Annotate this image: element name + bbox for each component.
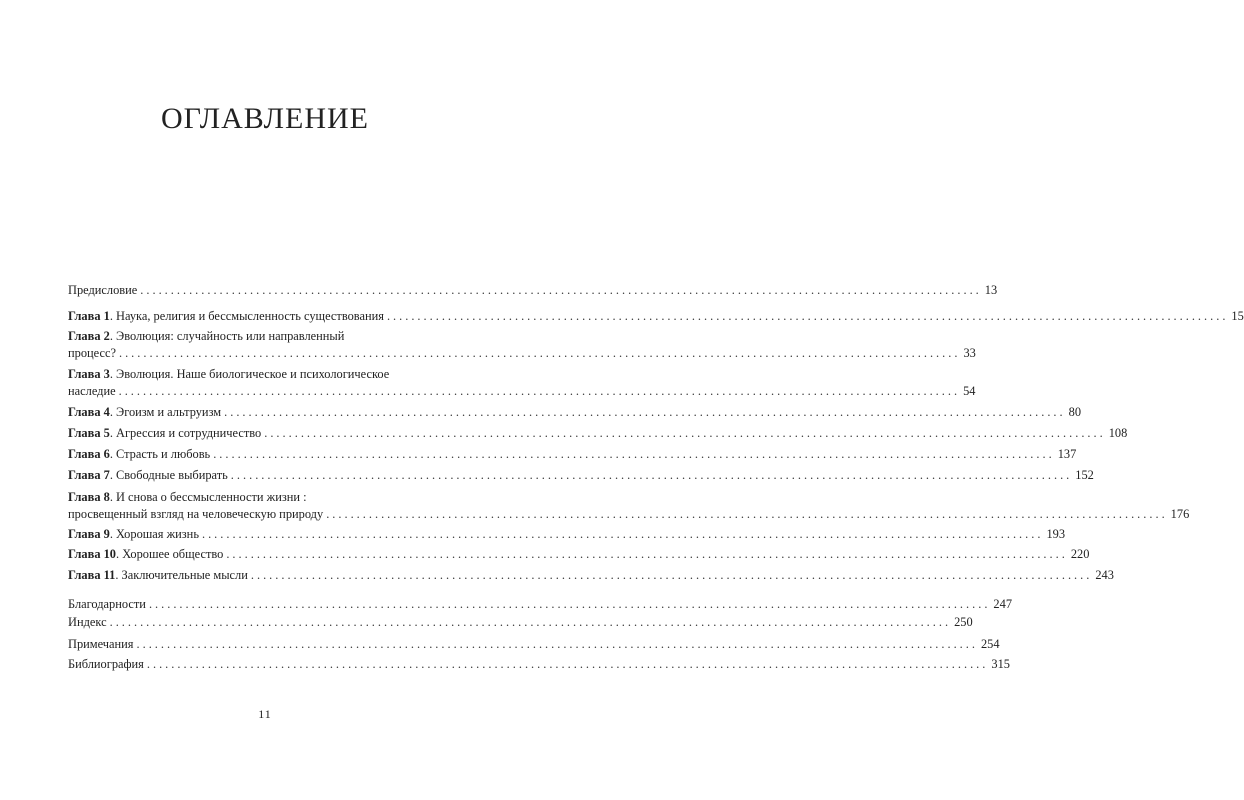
toc-entry-chapter-3	[68, 366, 976, 400]
dot-leader: ..........................................................................................................................................	[109, 615, 952, 629]
page-number: 254	[980, 637, 1000, 651]
toc-entry-chapter-5	[68, 425, 1128, 442]
dot-leader: ..........................................................................................................................................	[230, 468, 1073, 482]
entry-title-line-1: . И снова о бессмысленности жизни :	[109, 490, 307, 504]
dot-leader: ..........................................................................................................................................	[136, 637, 978, 651]
toc-entry-chapter-2	[68, 328, 976, 362]
entry-title: . Страсть и любовь	[109, 447, 211, 461]
toc-entry-chapter-11	[68, 567, 1114, 584]
entry-title: Предисловие	[68, 283, 138, 297]
dot-leader: ..........................................................................................................................................	[326, 507, 1168, 521]
page-folio-number: 11	[258, 707, 272, 721]
entry-title: Примечания	[68, 637, 134, 651]
dot-leader: ..........................................................................................................................................	[118, 346, 961, 360]
page-number: 247	[993, 597, 1013, 611]
entry-title-line-2: наследие	[68, 384, 116, 398]
chapter-label: Глава 8	[68, 490, 110, 504]
dot-leader: ..........................................................................................................................................	[224, 405, 1066, 419]
dot-leader: ..........................................................................................................................................	[140, 283, 982, 297]
chapter-label: Глава 7	[68, 468, 110, 482]
dot-leader: ..........................................................................................................................................	[213, 447, 1055, 461]
page-number: 243	[1095, 568, 1114, 582]
entry-title: . Хорошая жизнь	[109, 527, 199, 541]
toc-entry-index	[68, 614, 973, 631]
toc-entry-chapter-8	[68, 489, 1190, 523]
toc-entry-chapter-7	[68, 467, 1094, 484]
entry-title: . Агрессия и сотрудничество	[109, 426, 262, 440]
page-number: 220	[1070, 547, 1090, 561]
page-number: 137	[1057, 447, 1077, 461]
chapter-label: Глава 1	[68, 309, 110, 323]
chapter-label: Глава 10	[68, 547, 117, 561]
dot-leader: ..........................................................................................................................................	[250, 568, 1093, 582]
entry-title: . Наука, религия и бессмысленность существования	[109, 309, 384, 323]
toc-entry-chapter-1	[68, 308, 1244, 325]
toc-entry-acknowledgements	[68, 596, 1013, 613]
entry-title-line-2: просвещенный взгляд на человеческую природу	[68, 507, 324, 521]
dot-leader: ..........................................................................................................................................	[148, 597, 991, 611]
page-title: ОГЛАВЛЕНИЕ	[161, 102, 369, 136]
dot-leader: ..........................................................................................................................................	[264, 426, 1106, 440]
entry-title: . Эгоизм и альтруизм	[109, 405, 222, 419]
page-number: 80	[1068, 405, 1082, 419]
page-number: 152	[1075, 468, 1094, 482]
page-number: 250	[954, 615, 973, 629]
chapter-label: Глава 3	[68, 367, 110, 381]
page-number: 315	[991, 657, 1010, 671]
toc-entry-chapter-9	[68, 526, 1066, 543]
toc-entry-chapter-4	[68, 404, 1082, 421]
entry-title-line-2: процесс?	[68, 346, 116, 360]
dot-leader: ..........................................................................................................................................	[146, 657, 989, 671]
page-number: 193	[1046, 527, 1066, 541]
chapter-label: Глава 6	[68, 447, 110, 461]
entry-title: Индекс	[68, 615, 107, 629]
toc-entry-chapter-6	[68, 446, 1077, 463]
entry-title: . Хорошее общество	[116, 547, 224, 561]
chapter-label: Глава 2	[68, 329, 110, 343]
page-number: 15	[1231, 309, 1244, 323]
dot-leader: ..........................................................................................................................................	[201, 527, 1044, 541]
toc-entry-notes	[68, 636, 1000, 653]
chapter-label: Глава 9	[68, 527, 110, 541]
entry-title: Благодарности	[68, 597, 146, 611]
chapter-label: Глава 11	[68, 568, 116, 582]
entry-title: . Заключительные мысли	[115, 568, 248, 582]
page-number: 176	[1170, 507, 1190, 521]
entry-title-line-1: . Эволюция. Наше биологическое и психологическое	[109, 367, 390, 381]
page-number: 13	[984, 283, 998, 297]
entry-title: . Свободные выбирать	[109, 468, 228, 482]
toc-entry-bibliography	[68, 656, 1010, 673]
chapter-label: Глава 5	[68, 426, 110, 440]
toc-entry-preface	[68, 282, 998, 299]
dot-leader: ..........................................................................................................................................	[226, 547, 1068, 561]
dot-leader: ..........................................................................................................................................	[386, 309, 1229, 323]
page-number: 33	[963, 346, 976, 360]
chapter-label: Глава 4	[68, 405, 110, 419]
toc-entry-chapter-10	[68, 546, 1090, 563]
entry-title-line-1: . Эволюция: случайность или направленный	[109, 329, 345, 343]
dot-leader: ..........................................................................................................................................	[118, 384, 961, 398]
page-number: 54	[963, 384, 976, 398]
page-number: 108	[1108, 426, 1128, 440]
entry-title: Библиография	[68, 657, 144, 671]
